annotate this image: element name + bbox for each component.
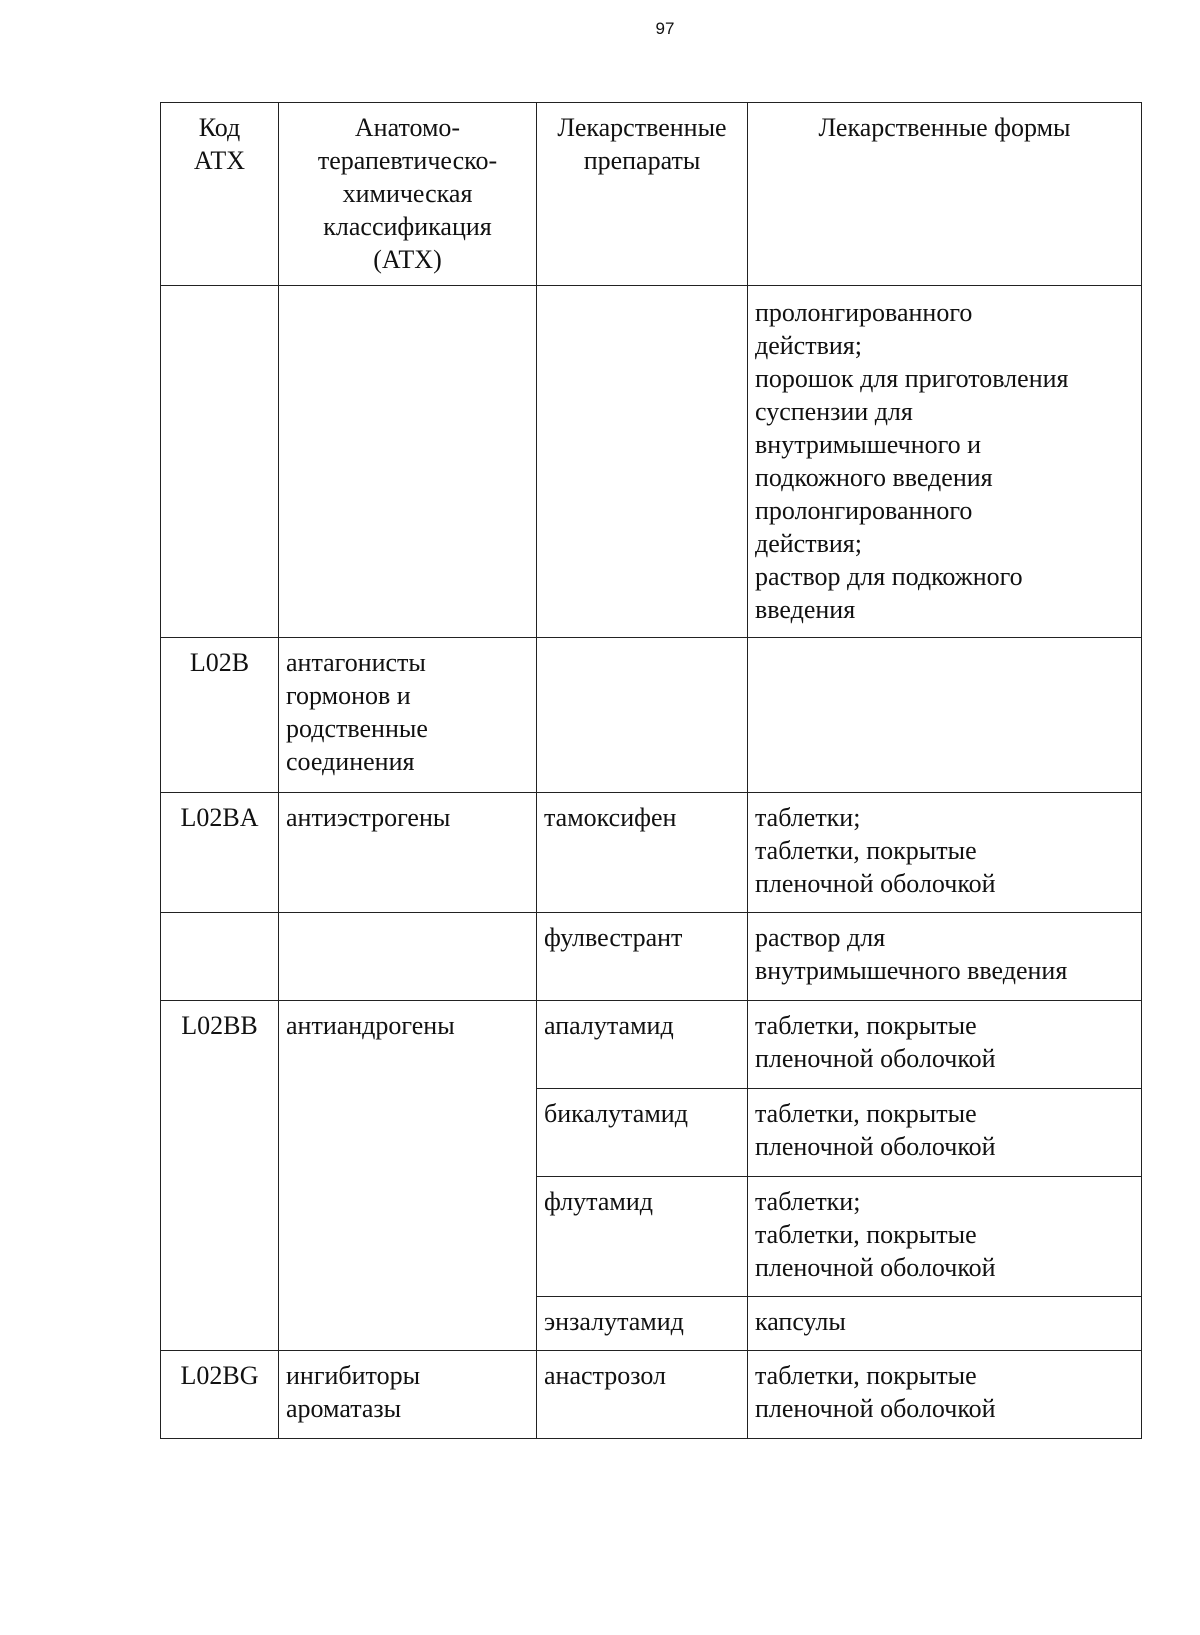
dosage-forms-cell: [748, 638, 1142, 793]
dosage-forms-cell: пролонгированного действия; порошок для приготовления суспензии для внутримышечного и подкожного введения пролонгированного действия; раствор для подкожного введения: [748, 286, 1142, 638]
atx-code-cell: [161, 913, 279, 1001]
atx-code-cell: L02BA: [161, 793, 279, 913]
dosage-forms-cell: таблетки; таблетки, покрытые пленочной оболочкой: [748, 793, 1142, 913]
drug-cell: фулвестрант: [537, 913, 748, 1001]
atx-classification-cell: антагонисты гормонов и родственные соединения: [279, 638, 537, 793]
drug-cell: апалутамид: [537, 1001, 748, 1089]
atx-code-cell: L02BG: [161, 1351, 279, 1439]
drug-cell: флутамид: [537, 1177, 748, 1297]
drug-cell: бикалутамид: [537, 1089, 748, 1177]
dosage-forms-cell: таблетки; таблетки, покрытые пленочной оболочкой: [748, 1177, 1142, 1297]
drug-cell: энзалутамид: [537, 1297, 748, 1351]
header-dosage-forms: Лекарственные формы: [748, 103, 1142, 286]
drug-cell: [537, 286, 748, 638]
drug-cell: анастрозол: [537, 1351, 748, 1439]
table-header-row: [161, 103, 1142, 286]
header-atx-classification: Анатомо- терапевтическо- химическая классификация (АТХ): [279, 103, 537, 286]
atx-classification-cell: [279, 286, 537, 638]
header-atx-code: Код АТХ: [161, 103, 279, 286]
atx-classification-cell: антиандрогены: [279, 1001, 537, 1351]
table-row: [161, 286, 1142, 638]
atx-code-cell: L02BB: [161, 1001, 279, 1351]
dosage-forms-cell: раствор для внутримышечного введения: [748, 913, 1142, 1001]
header-drugs: Лекарственные препараты: [537, 103, 748, 286]
drug-cell: тамоксифен: [537, 793, 748, 913]
atx-code-cell: [161, 286, 279, 638]
table-row: [161, 1001, 1142, 1089]
drug-cell: [537, 638, 748, 793]
atx-classification-cell: антиэстрогены: [279, 793, 537, 913]
atx-code-cell: L02B: [161, 638, 279, 793]
page-number: 97: [655, 19, 675, 38]
dosage-forms-cell: таблетки, покрытые пленочной оболочкой: [748, 1351, 1142, 1439]
table-row: [161, 913, 1142, 1001]
dosage-forms-cell: таблетки, покрытые пленочной оболочкой: [748, 1001, 1142, 1089]
table-row: [161, 1351, 1142, 1439]
table-row: [161, 638, 1142, 793]
dosage-forms-cell: капсулы: [748, 1297, 1142, 1351]
table-row: [161, 793, 1142, 913]
atx-classification-cell: [279, 913, 537, 1001]
dosage-forms-cell: таблетки, покрытые пленочной оболочкой: [748, 1089, 1142, 1177]
atx-classification-cell: ингибиторы ароматазы: [279, 1351, 537, 1439]
atx-classification-table: [160, 102, 1142, 1439]
